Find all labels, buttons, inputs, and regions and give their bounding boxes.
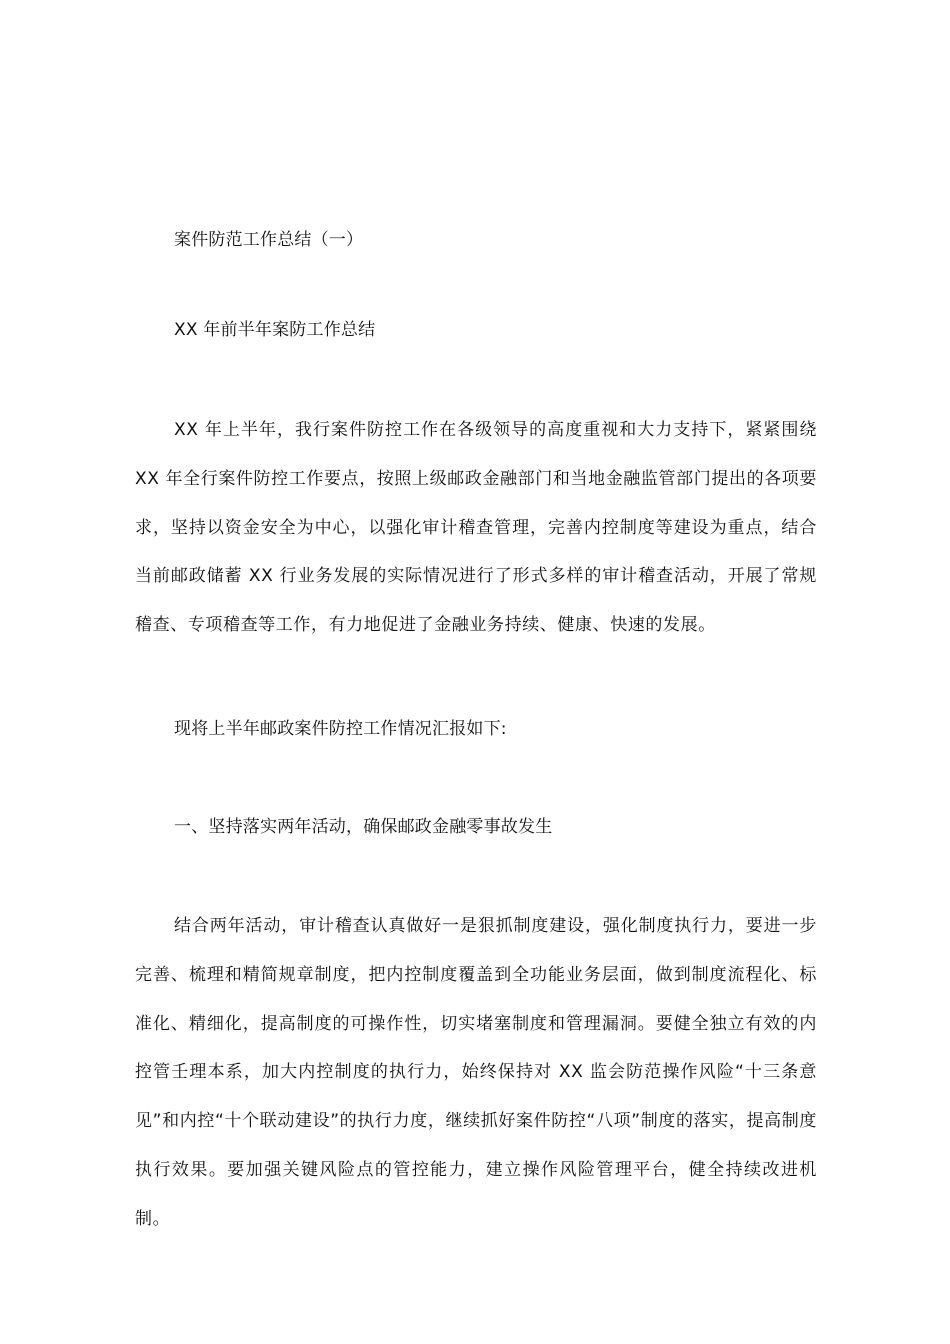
document-subtitle: XX 年前半年案防工作总结 <box>174 320 376 340</box>
report-lead: 现将上半年邮政案件防控工作情况汇报如下: <box>174 719 507 739</box>
section-1-heading: 一、坚持落实两年活动，确保邮政金融零事故发生 <box>174 817 553 837</box>
document-title: 案件防范工作总结（一） <box>174 230 364 250</box>
intro-paragraph: XX 年上半年，我行案件防控工作在各级领导的高度重视和大力支持下，紧紧围绕 XX 年全行案件防控工作要点，按照上级邮政金融部门和当地金融监管部门提出的各项要求，坚持以资金安全为中心，以强化审计稽查管理，完善内控制度等建设为重点，结合当前邮政储蓄 XX 行业务发展的实际情况进行了形式多样的审计稽查活动，开展了常规稽查、专项稽查等工作，有力地促进了金融业务持续、健康、快速的发展。 <box>135 420 817 636</box>
section-1-body: 结合两年活动，审计稽查认真做好一是狠抓制度建设，强化制度执行力，要进一步完善、梳理和精简规章制度，把内控制度覆盖到全功能业务层面，做到制度流程化、标准化、精细化，提高制度的可操作性，切实堵塞制度和管理漏洞。要健全独立有效的内控管壬理本系，加大内控制度的执行力，始终保持对 XX 监会防范操作风险“十三条意见”和内控“十个联动建设”的执行力度，继续抓好案件防控“八项”制度的落实，提高制度执行效果。要加强关键风险点的管控能力，建立操作风险管理平台，健全持续改进机制。 <box>135 916 817 1229</box>
